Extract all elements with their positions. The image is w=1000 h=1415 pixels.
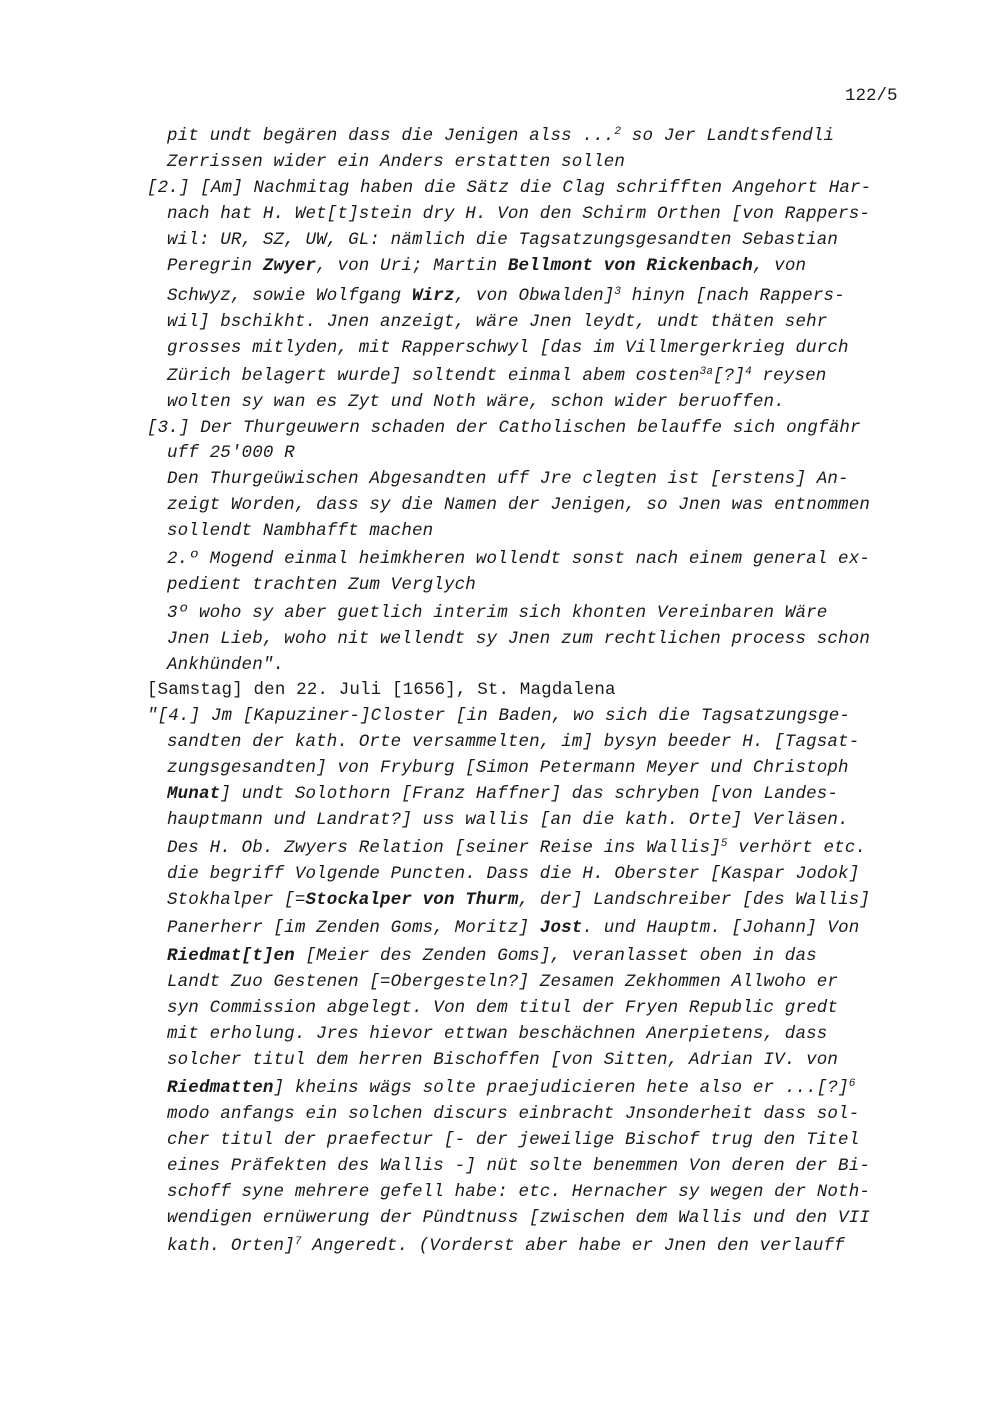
- text-line: [167, 758, 849, 778]
- text-segment: nach hat H. Wet[t]stein dry H. Von den Schirm Orthen [von Rappers-: [167, 204, 871, 224]
- footnote-marker: 3a: [699, 366, 714, 378]
- text-line: [167, 392, 785, 412]
- text-line: [147, 418, 861, 438]
- text-line: [167, 256, 806, 276]
- text-line: [167, 946, 817, 966]
- text-segment: Ankhünden".: [167, 655, 285, 675]
- text-line: [167, 312, 827, 332]
- text-line: [167, 366, 826, 386]
- text-segment: die begriff Volgende Puncten. Dass die H. Oberster [Kaspar Jodok]: [167, 864, 860, 884]
- text-line: [167, 838, 866, 858]
- text-line: [167, 495, 870, 515]
- text-segment: hinyn [nach Rappers-: [621, 286, 845, 306]
- bold-name: Riedmatten: [167, 1078, 274, 1098]
- text-segment: hauptmann und Landrat?] uss wallis [an die kath. Orte] Verläsen.: [167, 810, 849, 830]
- text-segment: pit undt begären dass die Jenigen alss ...: [167, 126, 615, 146]
- text-segment: Peregrin: [167, 256, 263, 276]
- text-line: [167, 152, 625, 172]
- text-segment: [?]: [713, 366, 746, 386]
- text-line: [167, 1236, 845, 1256]
- text-line: [167, 1024, 827, 1044]
- text-line: [147, 680, 616, 700]
- text-line: [167, 864, 859, 884]
- bold-name: Riedmat[t]en: [167, 946, 295, 966]
- footnote-marker: 6: [848, 1078, 856, 1090]
- text-line: [167, 918, 859, 938]
- text-segment: wolten sy wan es Zyt und Noth wäre, schon wider beruoffen.: [167, 392, 785, 412]
- text-segment: solcher titul dem herren Bischoffen [von Sitten, Adrian IV. von: [167, 1050, 839, 1070]
- bold-name: Jost: [539, 918, 583, 938]
- page-number: 122/5: [845, 86, 898, 106]
- text-segment: [3.] Der Thurgeuwern schaden der Catholischen belauffe sich ongfähr: [147, 418, 861, 438]
- text-segment: 3º woho sy aber guetlich interim sich khonten Vereinbaren Wäre: [167, 603, 828, 623]
- text-line: [167, 1182, 870, 1202]
- text-segment: Zürich belagert wurde] soltendt einmal abem costen: [167, 366, 700, 386]
- text-line: [167, 443, 295, 463]
- text-line: [167, 732, 859, 752]
- text-segment: wil: UR, SZ, UW, GL: nämlich die Tagsatzungsgesandten Sebastian: [167, 230, 839, 250]
- footnote-marker: 2: [614, 126, 622, 138]
- text-segment: cher titul der praefectur [- der jeweilige Bischof trug den Titel: [167, 1130, 860, 1150]
- text-line: [167, 1208, 870, 1228]
- text-line: [167, 126, 834, 146]
- bold-name: Stockalper von Thurm: [305, 890, 519, 910]
- footnote-marker: 3: [614, 286, 622, 298]
- text-line: [167, 1078, 856, 1098]
- text-line: [167, 810, 849, 830]
- text-segment: ] kheins wägs solte praejudicieren hete also er ...[?]: [273, 1078, 849, 1098]
- text-segment: so Jer Landtsfendli: [621, 126, 835, 146]
- text-line: [167, 1050, 838, 1070]
- text-segment: , von: [752, 256, 807, 276]
- text-segment: Panerherr [im Zenden Goms, Moritz]: [167, 918, 540, 938]
- text-line: [167, 629, 870, 649]
- text-segment: schoff syne mehrere gefell habe: etc. Hernacher sy wegen der Noth-: [167, 1182, 871, 1202]
- text-segment: "[4.] Jm [Kapuziner-]Closter [in Baden, wo sich die Tagsatzungsge-: [147, 706, 851, 726]
- text-line: [167, 1104, 859, 1124]
- text-segment: Stokhalper [=: [167, 890, 306, 910]
- bold-name: Munat: [167, 784, 221, 804]
- text-line: [167, 204, 870, 224]
- footnote-marker: 4: [745, 366, 752, 378]
- text-segment: Schwyz, sowie Wolfgang: [167, 286, 412, 306]
- text-segment: , von Uri; Martin: [316, 256, 508, 276]
- text-segment: 2.º Mogend einmal heimkheren wollendt sonst nach einem general ex-: [167, 549, 871, 569]
- text-line: [147, 706, 850, 726]
- text-line: [167, 575, 476, 595]
- text-segment: sollendt Nambhafft machen: [167, 521, 434, 541]
- text-segment: Den Thurgeüwischen Abgesandten uff Jre clegten ist [erstens] An-: [167, 469, 849, 489]
- text-line: [167, 1130, 859, 1150]
- text-segment: sandten der kath. Orte versammelten, im] bysyn beeder H. [Tagsat-: [167, 732, 860, 752]
- bold-name: Wirz: [412, 286, 455, 306]
- text-line: [167, 286, 845, 306]
- bold-name: Bellmont von Rickenbach: [507, 256, 753, 276]
- text-segment: zeigt Worden, dass sy die Namen der Jenigen, so Jnen was entnommen: [167, 495, 871, 515]
- text-line: [167, 655, 284, 675]
- text-line: [167, 230, 838, 250]
- text-segment: wendigen ernüwerung der Pündtnuss [zwischen dem Wallis und den VII: [167, 1208, 871, 1228]
- text-line: [167, 549, 870, 569]
- text-segment: Jnen Lieb, woho nit wellendt sy Jnen zum rechtlichen process schon: [167, 629, 871, 649]
- text-line: [167, 603, 827, 623]
- text-segment: ] undt Solothorn [Franz Haffner] das schryben [von Landes-: [220, 784, 839, 804]
- text-segment: [Meier des Zenden Goms], veranlasset oben in das: [294, 946, 817, 966]
- text-segment: pedient trachten Zum Verglych: [167, 575, 476, 595]
- text-segment: , von Obwalden]: [454, 286, 615, 306]
- text-segment: syn Commission abgelegt. Von dem titul der Fryen Republic gredt: [167, 998, 839, 1018]
- text-line: [167, 784, 838, 804]
- text-segment: uff 25'000 R: [167, 443, 295, 463]
- text-segment: grosses mitlyden, mit Rapperschwyl [das im Villmergerkrieg durch: [167, 338, 849, 358]
- text-segment: Landt Zuo Gestenen [=Obergesteln?] Zesamen Zekhommen Allwoho er: [167, 972, 839, 992]
- text-segment: eines Präfekten des Wallis -] nüt solte benemmen Von deren der Bi-: [167, 1156, 871, 1176]
- text-segment: , der] Landschreiber [des Wallis]: [518, 890, 871, 910]
- footnote-marker: 5: [720, 838, 728, 850]
- text-segment: Zerrissen wider ein Anders erstatten sollen: [167, 152, 626, 172]
- footnote-marker: 7: [294, 1236, 302, 1248]
- text-segment: Des H. Ob. Zwyers Relation [seiner Reise ins Wallis]: [167, 838, 721, 858]
- text-segment: Angeredt. (Vorderst aber habe er Jnen den verlauff: [301, 1236, 845, 1256]
- text-line: [167, 521, 433, 541]
- text-line: [167, 338, 849, 358]
- text-segment: wil] bschikht. Jnen anzeigt, wäre Jnen leydt, undt thäten sehr: [167, 312, 828, 332]
- text-segment: zungsgesandten] von Fryburg [Simon Petermann Meyer und Christoph: [167, 758, 849, 778]
- text-segment: . und Hauptm. [Johann] Von: [582, 918, 860, 938]
- text-line: [147, 178, 871, 198]
- text-line: [167, 998, 838, 1018]
- text-segment: verhört etc.: [727, 838, 867, 858]
- text-line: [167, 890, 870, 910]
- text-segment: [2.] [Am] Nachmitag haben die Sätz die Clag schrifften Angehort Har-: [147, 178, 872, 198]
- text-segment: reysen: [751, 366, 827, 386]
- text-segment: mit erholung. Jres hievor ettwan beschächnen Anerpietens, dass: [167, 1024, 828, 1044]
- text-segment: kath. Orten]: [167, 1236, 295, 1256]
- text-line: [167, 469, 849, 489]
- text-line: [167, 1156, 870, 1176]
- text-segment: modo anfangs ein solchen discurs einbracht Jnsonderheit dass sol-: [167, 1104, 860, 1124]
- text-segment: [Samstag] den 22. Juli [1656], St. Magdalena: [147, 680, 616, 700]
- text-line: [167, 972, 838, 992]
- bold-name: Zwyer: [262, 256, 317, 276]
